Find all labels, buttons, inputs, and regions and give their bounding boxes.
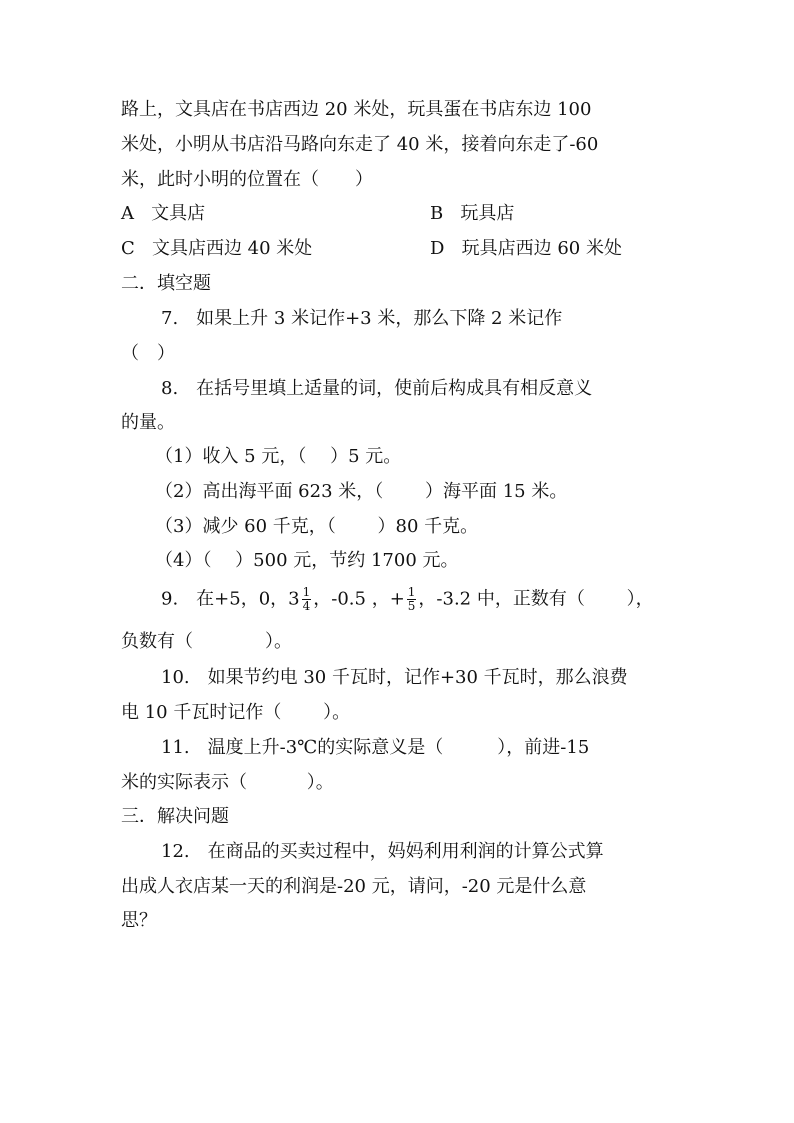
option-text: 玩具店西边 60 米处 [461,238,622,259]
fraction-one-fifth [407,586,417,613]
q6-option-b [430,202,514,226]
q8-item-4: （4）（ ）500 元，节约 1700 元。 [155,550,459,571]
q12-line-2: 出成人衣店某一天的利润是-20 元，请问，-20 元是什么意 [121,876,587,897]
q6-option-c [121,237,312,261]
q6-line-1: 路上，文具店在书店西边 20 米处，玩具蛋在书店东边 100 [121,99,592,120]
q10-line-2: 电 10 千瓦时记作（ ）。 [121,702,351,723]
q8-item-3: （3）减少 60 千克，（ ）80 千克。 [155,516,479,537]
q9-suffix: ，-3.2 中，正数有（ ）， [418,588,654,610]
section-title-problem-solving: 三．解决问题 [121,806,229,827]
fraction-one-quarter [302,586,312,613]
q7-line-1: 7. 如果上升 3 米记作+3 米，那么下降 2 米记作 [161,308,563,329]
q9-prefix: 9. 在+5，0， [161,588,289,610]
q8-item-2: （2）高出海平面 623 米，（ ）海平面 15 米。 [155,481,568,502]
q8-item-1: （1）收入 5 元，（ ）5 元。 [155,446,402,467]
q6-option-d [430,237,622,261]
option-text: 文具店西边 40 米处 [151,238,313,259]
q8-line-2: 的量。 [121,412,175,433]
q11-line-1: 11. 温度上升-3℃的实际意义是（ ），前进-15 [161,737,590,758]
fraction-numerator: 1 [407,585,416,599]
option-letter: C [121,238,135,259]
q7-line-2: （ ） [121,343,175,364]
q12-line-1: 12. 在商品的买卖过程中，妈妈利用利润的计算公式算 [161,841,604,862]
option-letter: A [121,203,134,224]
q9-line-1 [161,586,694,613]
fraction-denominator: 4 [302,599,311,613]
fraction-denominator: 5 [407,599,416,613]
q9-line-2: 负数有（ ）。 [121,631,292,652]
q8-line-1: 8. 在括号里填上适量的词，使前后构成具有相反意义 [161,378,593,399]
section-title-fill-in: 二．填空题 [121,273,211,294]
option-text: 玩具店 [460,203,515,224]
option-letter: B [430,203,444,224]
q6-line-2: 米处，小明从书店沿马路向东走了 40 米，接着向东走了-60 [121,134,599,155]
option-letter: D [430,238,445,259]
option-text: 文具店 [151,203,206,224]
q11-line-2: 米的实际表示（ ）。 [121,772,334,793]
q12-line-3: 思？ [121,910,157,931]
q10-line-1: 10. 如果节约电 30 千瓦时，记作+30 千瓦时，那么浪费 [161,667,628,688]
fraction-numerator: 1 [302,585,311,599]
q9-middle: ，-0.5 ，+ [313,588,405,610]
q6-line-3: 米，此时小明的位置在（ ） [121,169,373,190]
q6-option-a [121,202,205,226]
mixed-number-whole: 3 [288,588,300,610]
